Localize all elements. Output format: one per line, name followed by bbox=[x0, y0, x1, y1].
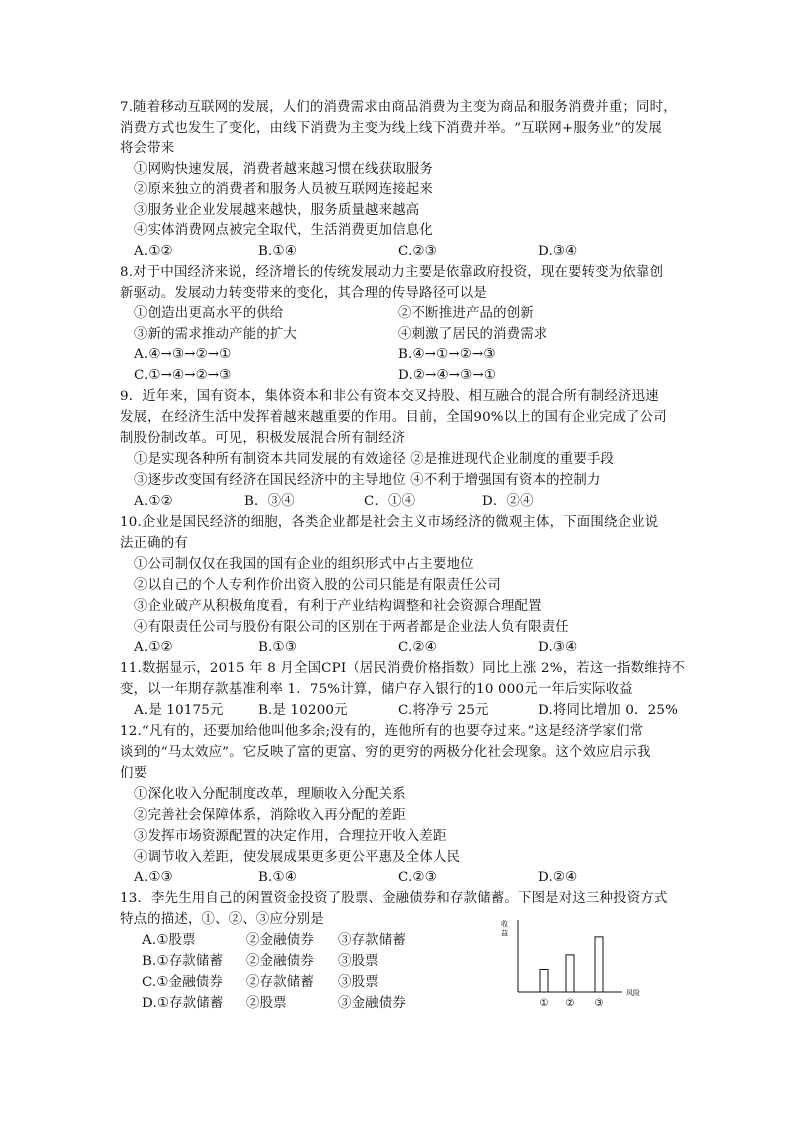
q10-statement-3: ③企业破产从积极角度看，有利于产业结构调整和社会资源合理配置 bbox=[134, 599, 542, 614]
q8-choice-b[interactable]: B.④→①→②→③ bbox=[398, 347, 496, 362]
tick-label-3: ③ bbox=[594, 998, 604, 1009]
risk-return-chart bbox=[498, 916, 658, 1026]
q9-statement-3-4: ③逐步改变国有经济在国民经济中的主导地位 ④不利于增强国有资本的控制力 bbox=[134, 473, 601, 488]
x-axis-label: 风险 bbox=[626, 989, 640, 997]
q7-choice-b[interactable]: B.①④ bbox=[258, 244, 297, 259]
q11-choice-d[interactable]: D.将同比增加 0．25% bbox=[538, 703, 678, 718]
q8-choice-c[interactable]: C.①→④→②→③ bbox=[134, 368, 232, 383]
q7-statement-3: ③服务业企业发展越来越快，服务质量越来越高 bbox=[134, 203, 420, 218]
tick-label-2: ② bbox=[565, 998, 575, 1009]
q7-stem-line-3: 将会带来 bbox=[120, 141, 175, 156]
q13-choice-b-2: ②金融债券 bbox=[246, 954, 314, 969]
q9-choice-c[interactable]: C．①④ bbox=[364, 494, 416, 509]
q12-statement-1: ①深化收入分配制度改革，理顺收入分配关系 bbox=[134, 787, 406, 802]
q10-stem-line-1: 10.企业是国民经济的细胞，各类企业都是社会主义市场经济的微观主体，下面围绕企业说 bbox=[120, 515, 659, 530]
q13-choice-b[interactable]: B.①存款储蓄 bbox=[142, 954, 224, 969]
q10-statement-1: ①公司制仅仅在我国的国有企业的组织形式中占主要地位 bbox=[134, 557, 474, 572]
q7-stem-line-2: 消费方式也发生了变化，由线下消费为主变为线上线下消费并举。“互联网+服务业”的发展 bbox=[120, 121, 662, 136]
q12-choice-b[interactable]: B.①④ bbox=[258, 870, 297, 885]
q8-stem-line-1: 8.对于中国经济来说，经济增长的传统发展动力主要是依靠政府投资，现在要转变为依靠创 bbox=[120, 265, 664, 280]
q9-stem-line-1: 9．近年来，国有资本，集体资本和非公有资本交叉持股、相互融合的混合所有制经济迅速 bbox=[120, 389, 659, 404]
y-axis-label: 收益 bbox=[501, 920, 508, 937]
q10-statement-4: ④有限责任公司与股份有限公司的区别在于两者都是企业法人负有限责任 bbox=[134, 620, 569, 635]
bar-2 bbox=[566, 955, 574, 992]
q10-choice-c[interactable]: C.②④ bbox=[398, 640, 437, 655]
q12-statement-3: ③发挥市场资源配置的决定作用，合理拉开收入差距 bbox=[134, 829, 447, 844]
q13-choice-c-3: ③股票 bbox=[338, 975, 379, 990]
q13-choice-a-3: ③存款储蓄 bbox=[338, 933, 406, 948]
tick-label-1: ① bbox=[539, 998, 549, 1009]
q12-choice-d[interactable]: D.②④ bbox=[538, 870, 578, 885]
q13-stem-line-1: 13．李先生用自己的闲置资金投资了股票、金融债券和存款储蓄。下图是对这三种投资方式 bbox=[120, 891, 668, 906]
q10-choice-a[interactable]: A.①② bbox=[134, 640, 173, 655]
q12-stem-line-1: 12.“凡有的，还要加给他叫他多余;没有的，连他所有的也要夺过来。”这是经济学家们常 bbox=[120, 724, 644, 739]
q11-choice-a[interactable]: A.是 10175元 bbox=[134, 703, 224, 718]
q8-statement-4: ④刺激了居民的消费需求 bbox=[398, 327, 548, 342]
bar-1 bbox=[540, 970, 548, 993]
q8-statement-1: ①创造出更高水平的供给 bbox=[134, 306, 284, 321]
q12-stem-line-2: 谈到的“马太效应”。它反映了富的更富、穷的更穷的两极分化社会现象。这个效应启示我 bbox=[120, 745, 651, 760]
bar-3 bbox=[595, 937, 603, 992]
q13-choice-c[interactable]: C.①金融债券 bbox=[142, 975, 223, 990]
q12-choice-c[interactable]: C.②③ bbox=[398, 870, 437, 885]
q11-choice-c[interactable]: C.将净亏 25元 bbox=[398, 703, 489, 718]
q8-statement-2: ②不断推进产品的创新 bbox=[398, 306, 534, 321]
q10-stem-line-2: 法正确的有 bbox=[120, 536, 188, 551]
q7-statement-1: ①网购快速发展，消费者越来越习惯在线获取服务 bbox=[134, 162, 433, 177]
q8-statement-3: ③新的需求推动产能的扩大 bbox=[134, 327, 298, 342]
q7-choice-a[interactable]: A.①② bbox=[134, 244, 173, 259]
q13-choice-d-2: ②股票 bbox=[246, 996, 287, 1011]
q9-choice-b[interactable]: B．③④ bbox=[244, 494, 295, 509]
q13-choice-d-3: ③金融债券 bbox=[338, 996, 406, 1011]
q11-stem-line-2: 变，以一年期存款基准利率 1．75%计算，储户存入银行的10 000元一年后实际收益 bbox=[120, 682, 633, 697]
q13-stem-line-2: 特点的描述，①、②、③应分别是 bbox=[120, 912, 324, 927]
q13-choice-b-3: ③股票 bbox=[338, 954, 379, 969]
q10-statement-2: ②以自己的个人专利作价出资入股的公司只能是有限责任公司 bbox=[134, 578, 501, 593]
q7-stem-line-1: 7.随着移动互联网的发展，人们的消费需求由商品消费为主变为商品和服务消费并重；同时， bbox=[120, 100, 677, 115]
q11-choice-b[interactable]: B.是 10200元 bbox=[258, 703, 348, 718]
q12-statement-2: ②完善社会保障体系，消除收入再分配的差距 bbox=[134, 808, 406, 823]
q13-choice-d[interactable]: D.①存款储蓄 bbox=[142, 996, 224, 1011]
q8-choice-a[interactable]: A.④→③→②→① bbox=[134, 347, 232, 362]
q7-choice-d[interactable]: D.③④ bbox=[538, 244, 578, 259]
q7-statement-2: ②原来独立的消费者和服务人员被互联网连接起来 bbox=[134, 182, 433, 197]
q13-choice-a-2: ②金融债券 bbox=[246, 933, 314, 948]
q9-choice-d[interactable]: D．②④ bbox=[482, 494, 534, 509]
q13-choice-a[interactable]: A.①股票 bbox=[142, 933, 196, 948]
q7-choice-c[interactable]: C.②③ bbox=[398, 244, 437, 259]
q7-statement-4: ④实体消费网点被完全取代，生活消费更加信息化 bbox=[134, 223, 433, 238]
q10-choice-b[interactable]: B.①③ bbox=[258, 640, 297, 655]
q9-statement-1-2: ①是实现各种所有制资本共同发展的有效途径 ②是推进现代企业制度的重要手段 bbox=[134, 452, 615, 467]
q12-statement-4: ④调节收入差距，使发展成果更多更公平惠及全体人民 bbox=[134, 850, 461, 865]
q8-stem-line-2: 新驱动。发展动力转变带来的变化，其合理的传导路径可以是 bbox=[120, 286, 487, 301]
q10-choice-d[interactable]: D.③④ bbox=[538, 640, 578, 655]
q11-stem-line-1: 11.数据显示，2015 年 8 月全国CPI（居民消费价格指数）同比上涨 2%，若这一指数维持不 bbox=[120, 661, 686, 676]
q13-choice-c-2: ②存款储蓄 bbox=[246, 975, 314, 990]
q12-choice-a[interactable]: A.①③ bbox=[134, 870, 173, 885]
q9-stem-line-2: 发展，在经济生活中发挥着越来越重要的作用。目前，全国90%以上的国有企业完成了公司 bbox=[120, 410, 667, 425]
q9-choice-a[interactable]: A.①② bbox=[134, 494, 173, 509]
q12-stem-line-3: 们要 bbox=[120, 766, 148, 781]
q9-stem-line-3: 制股份制改革。可见，积极发展混合所有制经济 bbox=[120, 431, 406, 446]
q8-choice-d[interactable]: D.②→④→③→① bbox=[398, 368, 496, 383]
